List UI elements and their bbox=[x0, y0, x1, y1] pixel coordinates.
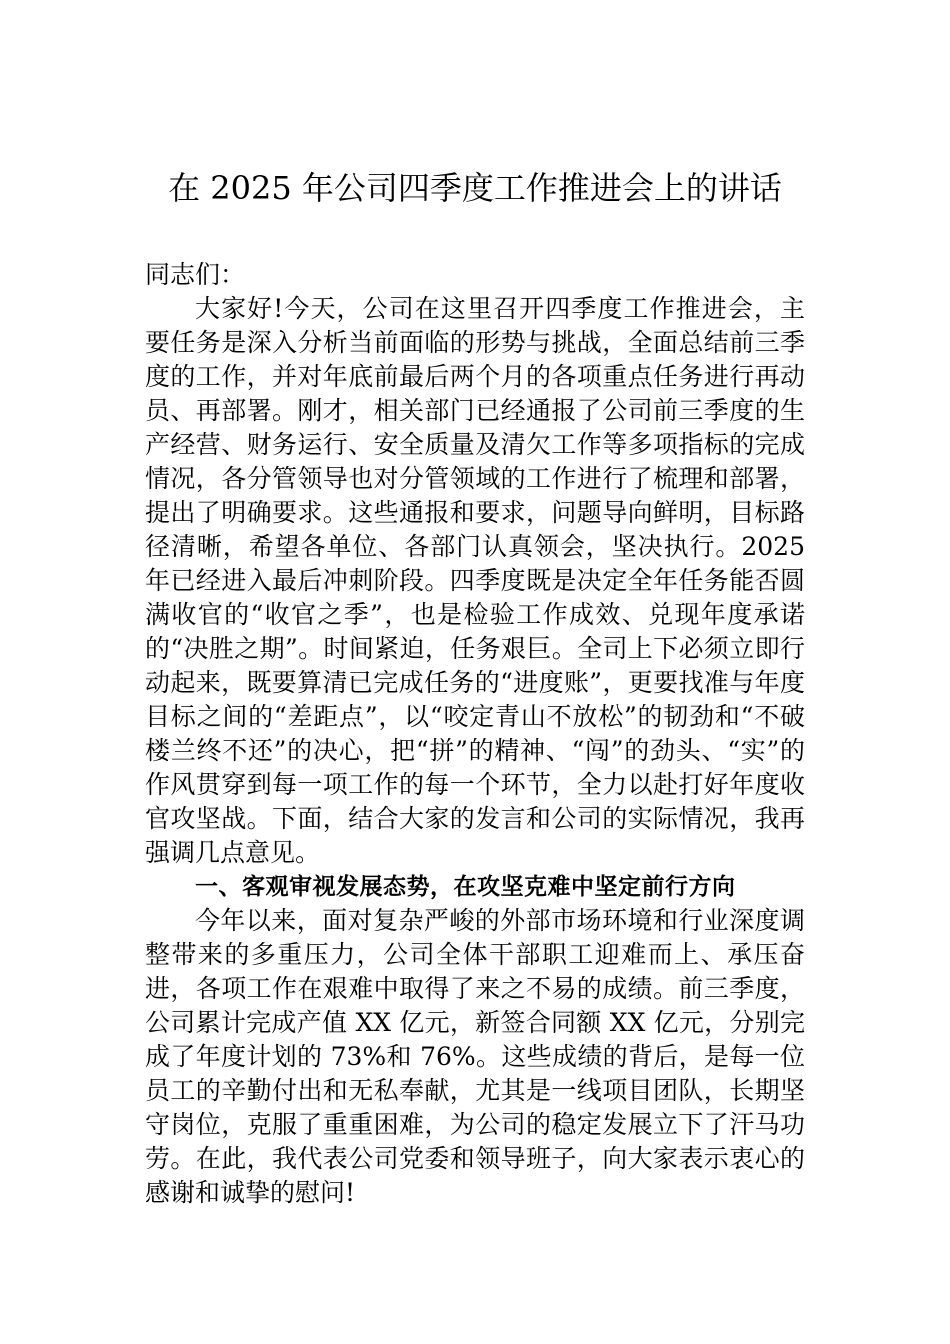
greeting: 同志们： bbox=[145, 260, 246, 289]
section-paragraph: 今年以来，面对复杂严峻的外部市场环境和行业深度调整带来的多重压力，公司全体干部职工迎难而上、承压奋进，各项工作在艰难中取得了来之不易的成绩。前三季度，公司累计完成产值 XX 亿元，新签合同额 XX 亿元，分别完成了年度计划的 73%和 76%。这些成绩的背后，是每一位员工的辛勤付出和无私奉献，尤其是一线项目团队，长期坚守岗位，克服了重重困难，为公司的稳定发展立下了汗马功劳。在此，我代表公司党委和领导班子，向大家表示衷心的感谢和诚挚的慰问! bbox=[145, 906, 805, 1207]
document-body bbox=[145, 258, 805, 1210]
intro-paragraph: 大家好!今天，公司在这里召开四季度工作推进会，主要任务是深入分析当前面临的形势与挑战，全面总结前三季度的工作，并对年底前最后两个月的各项重点任务进行再动员、再部署。刚才，相关部门已经通报了公司前三季度的生产经营、财务运行、安全质量及清欠工作等多项指标的完成情况，各分管领导也对分管领域的工作进行了梳理和部署，提出了明确要求。这些通报和要求，问题导向鲜明，目标路径清晰，希望各单位、各部门认真领会，坚决执行。2025 年已经进入最后冲刺阶段。四季度既是决定全年任务能否圆满收官的“收官之季”，也是检验工作成效、兑现年度承诺的“决胜之期”。时间紧迫，任务艰巨。全司上下必须立即行动起来，既要算清已完成任务的“进度账”，更要找准与年度目标之间的“差距点”，以“咬定青山不放松”的韧劲和“不破楼兰终不还”的决心，把“拼”的精神、“闯”的劲头、“实”的作风贯穿到每一项工作的每一个环节，全力以赴打好年度收官攻坚战。下面，结合大家的发言和公司的实际情况，我再强调几点意见。 bbox=[145, 294, 805, 867]
document-title: 在 2025 年公司四季度工作推进会上的讲话 bbox=[168, 169, 782, 207]
section-heading: 一、客观审视发展态势，在攻坚克难中坚定前行方向 bbox=[195, 874, 736, 900]
